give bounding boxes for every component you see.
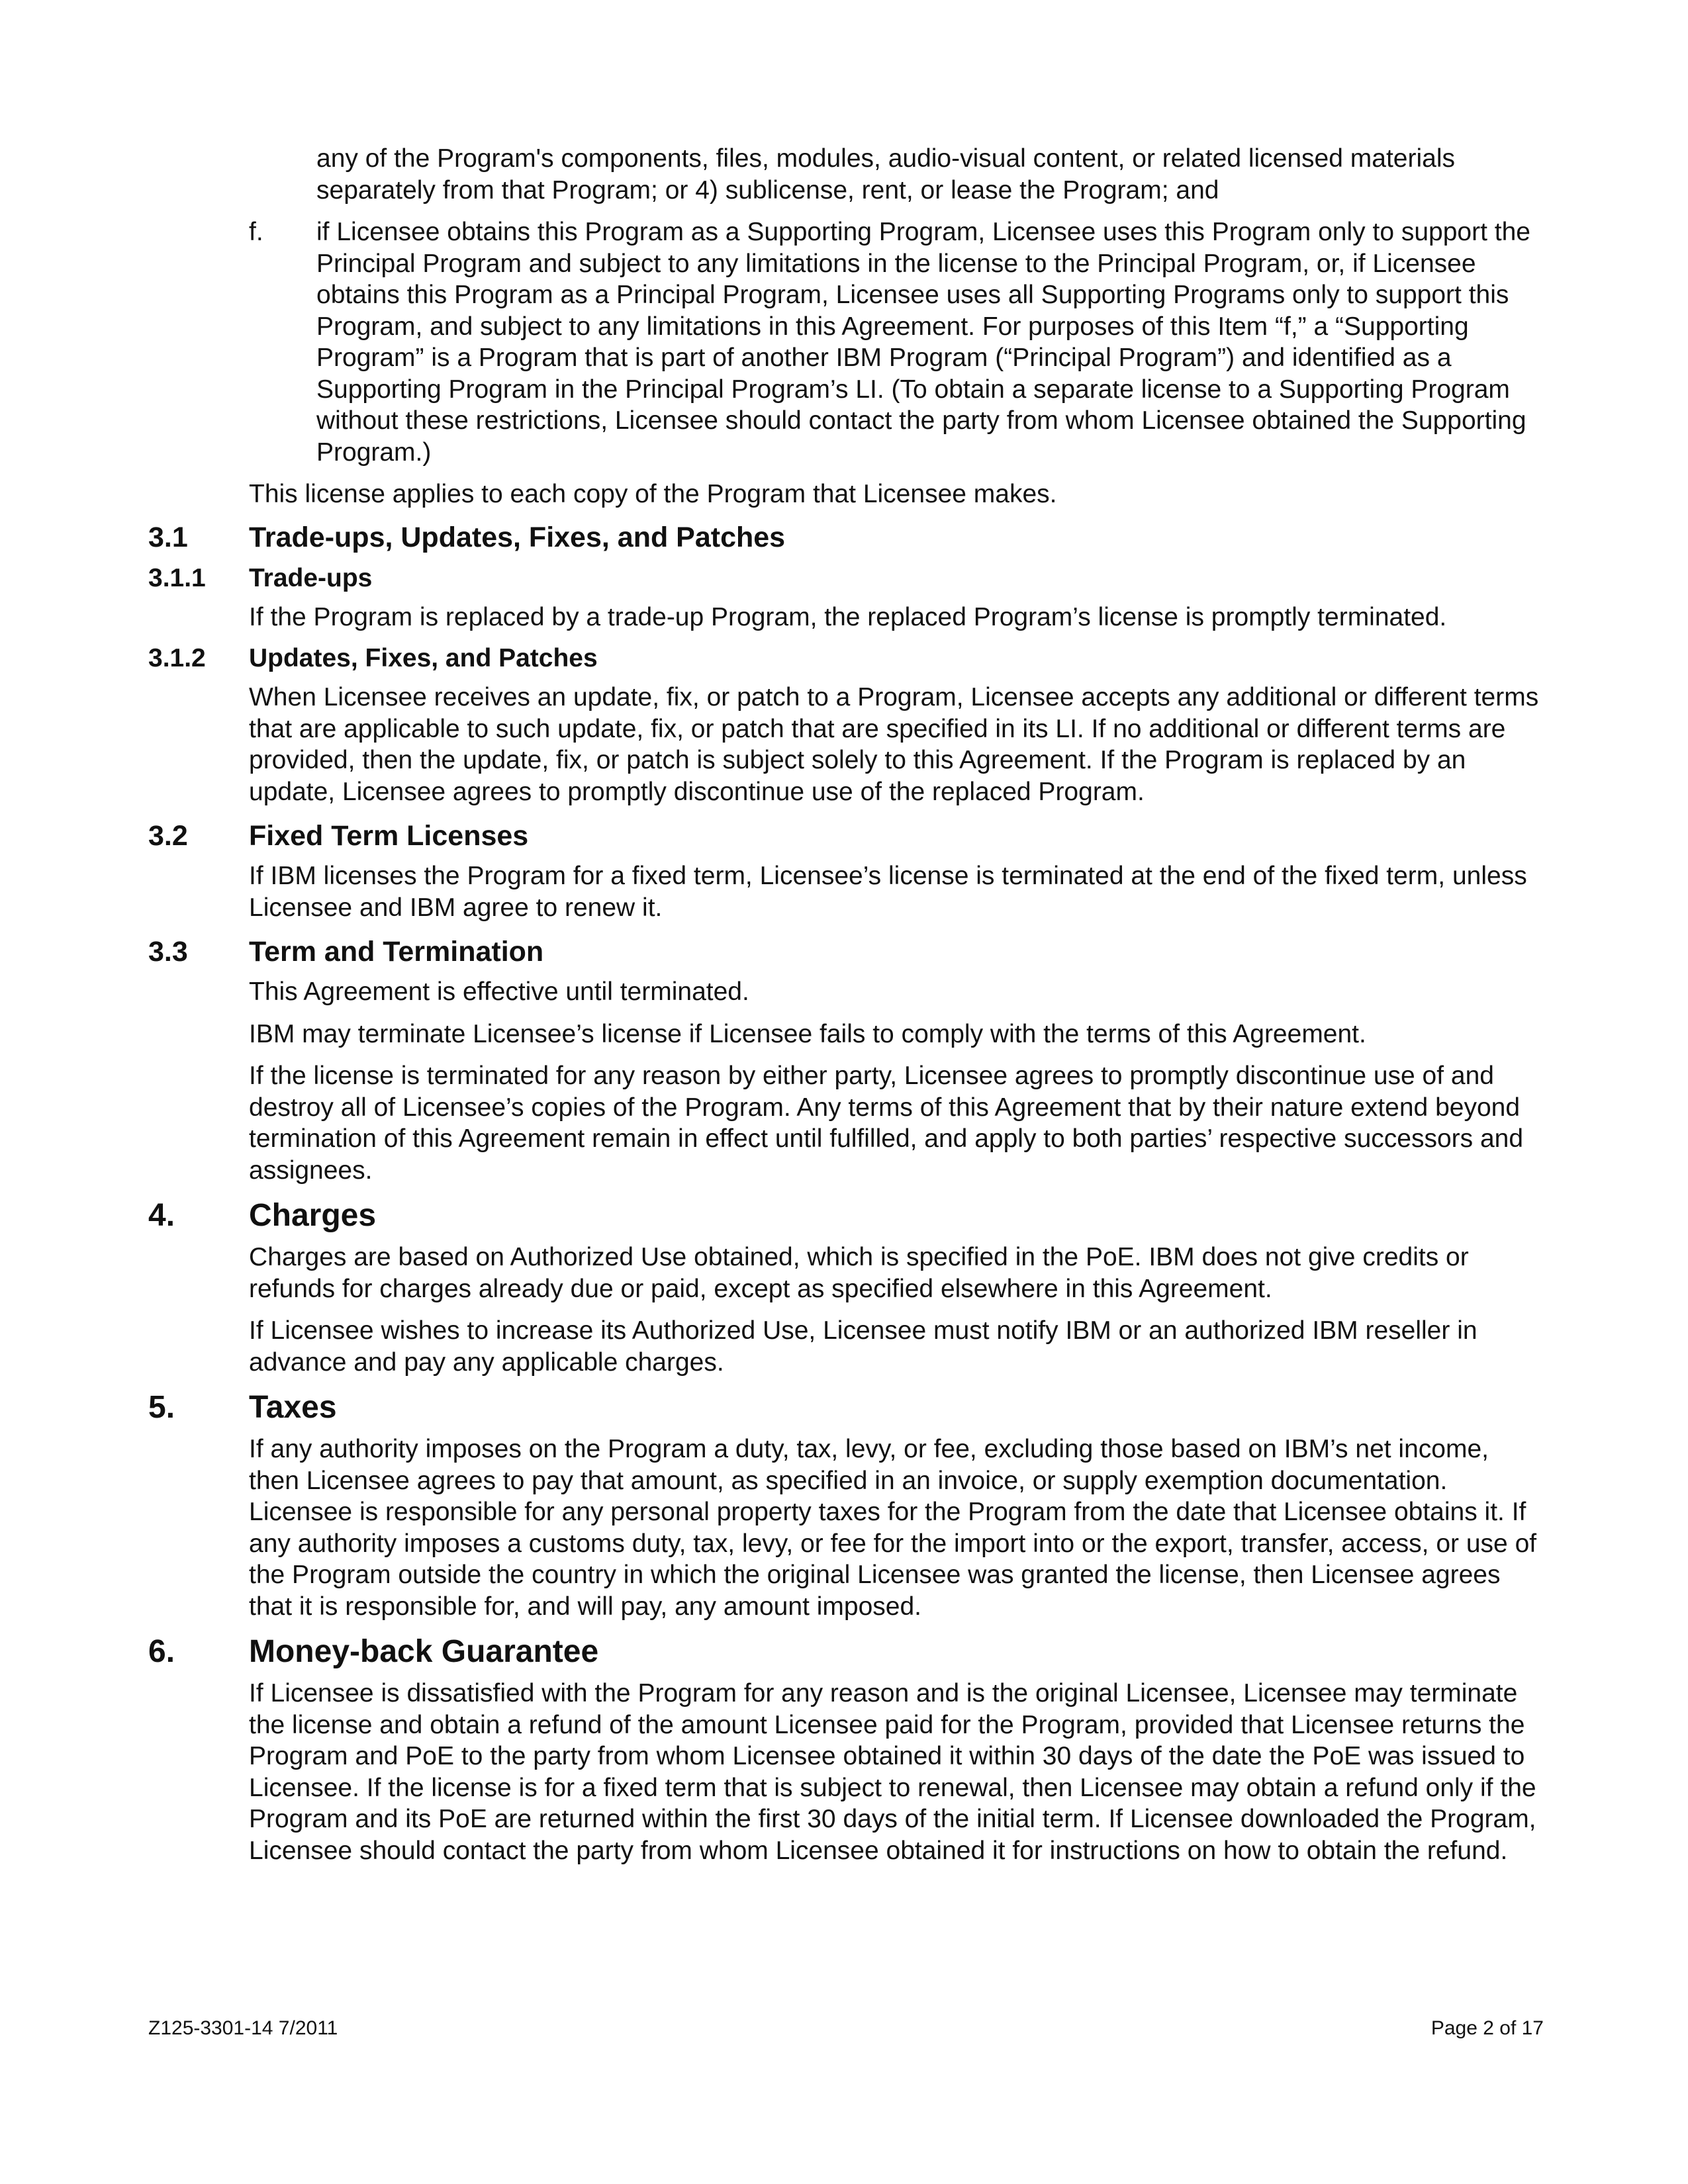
list-item-text: if Licensee obtains this Program as a Supporting Program, Licensee uses this Program only to support the Principal Program and subject to any limitations in the license to the Principal Program, or, if Licensee obtains this Program as a Principal Program, Licensee uses all Supporting Programs only to support this Program, and subject to any limitations in this Agreement. For purposes of this Item “f,” a “Supporting Program” is a Program that is part of another IBM Program (“Principal Program”) and identified as a Supporting Program in the Principal Program’s LI. (To obtain a separate license to a Supporting Program without these restrictions, Licensee should contact the party from whom Licensee obtained the Supporting Program.) (316, 218, 1530, 467)
footer-document-id: Z125-3301-14 7/2011 (148, 2017, 338, 2039)
paragraph: This license applies to each copy of the Program that Licensee makes. (249, 480, 1057, 508)
paragraph: If any authority imposes on the Program a duty, tax, levy, or fee, excluding those based on IBM’s net income, then Licensee agrees to pay that amount, as specified in an invoice, or supply exemption documentation. Licensee is responsible for any personal property taxes for the Program from the date that Licensee obtains it. If any authority imposes a customs duty, tax, levy, or fee for the import into or the export, transfer, access, or use of the Program outside the country in which the original Licensee was granted the license, then Licensee agrees that it is responsible for, and will pay, any amount imposed. (249, 1435, 1537, 1621)
section-number: 4. (148, 1198, 175, 1233)
section-number: 6. (148, 1634, 175, 1669)
paragraph: If Licensee is dissatisfied with the Program for any reason and is the original Licensee, Licensee may terminate the license and obtain a refund of the amount Licensee paid for the Program, provided that Licensee returns the Program and PoE to the party from whom Licensee obtained it within 30 days of the date the PoE was issued to Licensee. If the license is for a fixed term that is subject to renewal, then Licensee may obtain a refund only if the Program and its PoE are returned within the first 30 days of the initial term. If Licensee downloaded the Program, Licensee should contact the party from whom Licensee obtained it for instructions on how to obtain the refund. (249, 1679, 1536, 1865)
section-title: Trade-ups (249, 563, 373, 592)
paragraph: If IBM licenses the Program for a fixed term, Licensee’s license is terminated at the end of the fixed term, unless Licensee and IBM agree to renew it. (249, 862, 1527, 922)
section-number: 3.1 (148, 521, 188, 553)
section-number: 3.2 (148, 820, 188, 852)
section-number: 3.3 (148, 936, 188, 968)
paragraph: If the Program is replaced by a trade-up Program, the replaced Program’s license is promptly terminated. (249, 602, 1447, 631)
section-heading-5 (148, 1388, 1544, 1427)
paragraph: IBM may terminate Licensee’s license if Licensee fails to comply with the terms of this Agreement. (249, 1019, 1366, 1048)
paragraph: This Agreement is effective until terminated. (249, 978, 749, 1006)
paragraph: If Licensee wishes to increase its Authorized Use, Licensee must notify IBM or an authorized IBM reseller in advance and pay any applicable charges. (249, 1316, 1477, 1377)
section-number: 3.1.2 (148, 644, 206, 672)
section-heading-6 (148, 1633, 1544, 1671)
section-title: Trade-ups, Updates, Fixes, and Patches (249, 521, 786, 553)
section-number: 5. (148, 1390, 175, 1425)
section-heading-3-1-1 (148, 562, 1544, 595)
section-title: Fixed Term Licenses (249, 820, 529, 852)
paragraph: Charges are based on Authorized Use obtained, which is specified in the PoE. IBM does not give credits or refunds for charges already due or paid, except as specified elsewhere in this Agreement. (249, 1243, 1469, 1303)
list-item-continuation: any of the Program's components, files, modules, audio-visual content, or related licensed materials separately from that Program; or 4) sublicense, rent, or lease the Program; and (316, 144, 1455, 205)
footer-page-number: Page 2 of 17 (1430, 2017, 1544, 2039)
list-item-f (249, 216, 1544, 468)
section-heading-4 (148, 1197, 1544, 1235)
document-body (148, 143, 1544, 1866)
section-heading-3-1-2 (148, 642, 1544, 675)
section-number: 3.1.1 (148, 563, 206, 592)
section-title: Charges (249, 1198, 377, 1233)
section-title: Updates, Fixes, and Patches (249, 644, 598, 672)
section-heading-3-1 (148, 520, 1544, 555)
section-title: Money-back Guarantee (249, 1634, 599, 1669)
paragraph: When Licensee receives an update, fix, or patch to a Program, Licensee accepts any additional or different terms that are applicable to such update, fix, or patch that are specified in its LI. If no additional or different terms are provided, then the update, fix, or patch is subject solely to this Agreement. If the Program is replaced by an update, Licensee agrees to promptly discontinue use of the replaced Program. (249, 683, 1539, 806)
section-title: Taxes (249, 1390, 337, 1425)
section-heading-3-2 (148, 818, 1544, 854)
paragraph: If the license is terminated for any reason by either party, Licensee agrees to promptly discontinue use of and destroy all of Licensee’s copies of the Program. Any terms of this Agreement that by their nature extend beyond termination of this Agreement remain in effect until fulfilled, and apply to both parties’ respective successors and assignees. (249, 1062, 1524, 1185)
list-marker: f. (249, 218, 263, 246)
section-heading-3-3 (148, 934, 1544, 970)
section-title: Term and Termination (249, 936, 544, 968)
